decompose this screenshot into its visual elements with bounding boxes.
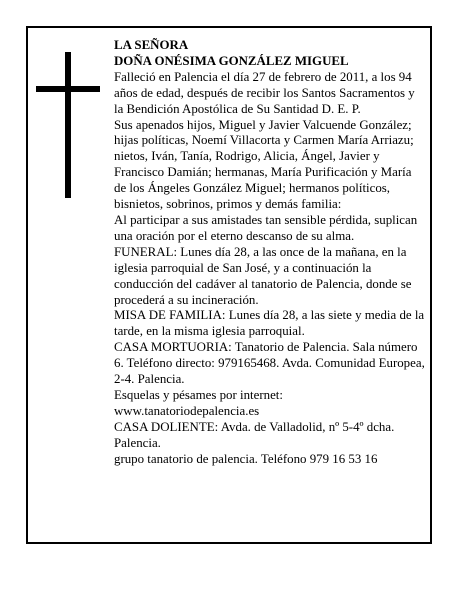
latin-cross-icon [36,52,100,198]
title-line-1: LA SEÑORA [114,38,189,52]
family-mass-details: MISA DE FAMILIA: Lunes día 28, a las siete y media de la tarde, en la misma iglesia parroquial. [114,308,425,339]
deceased-name: DOÑA ONÉSIMA GONZÁLEZ MIGUEL [114,53,349,68]
funeral-home-contact: grupo tanatorio de palencia. Teléfono 979 16 53 16 [114,451,378,466]
family-list: Sus apenados hijos, Miguel y Javier Valcuende González; hijas políticas, Noemí Villacorta y Carmen María Arriazu; nietos, Iván, Tanía, Rodrigo, Alicia, Ángel, Javier y Francisco Damián; hermanas, María Purificación y María de los Ángeles González Miguel; hermanos políticos, bisnietos, sobrinos, primos y demás familia: [114,117,414,212]
death-announcement: Falleció en Palencia el día 27 de febrero de 2011, a los 94 años de edad, después de recibir los Santos Sacramentos y la Bendición Apostólica de Su Santidad D. E. P. [114,69,415,116]
mortuary-details: CASA MORTUORIA: Tanatorio de Palencia. Sala número 6. Teléfono directo: 979165468. Avda. Comunidad Europea, 2-4. Palencia. [114,340,425,387]
mourning-house: CASA DOLIENTE: Avda. de Valladolid, nº 5-4º dcha. Palencia. [114,419,395,450]
cross-horizontal-bar [36,86,100,92]
prayer-request: Al participar a sus amistades tan sensible pérdida, suplican una oración por el eterno descanso de su alma. [114,212,418,243]
condolences-website: Esquelas y pésames por internet: www.tanatoriodepalencia.es [114,387,283,418]
cross-vertical-bar [65,52,71,198]
obituary-text [114,38,426,467]
funeral-details: FUNERAL: Lunes día 28, a las once de la mañana, en la iglesia parroquial de San José, y a continuación la conducción del cadáver al tanatorio de Palencia, donde se procederá a su incineración. [114,244,412,307]
